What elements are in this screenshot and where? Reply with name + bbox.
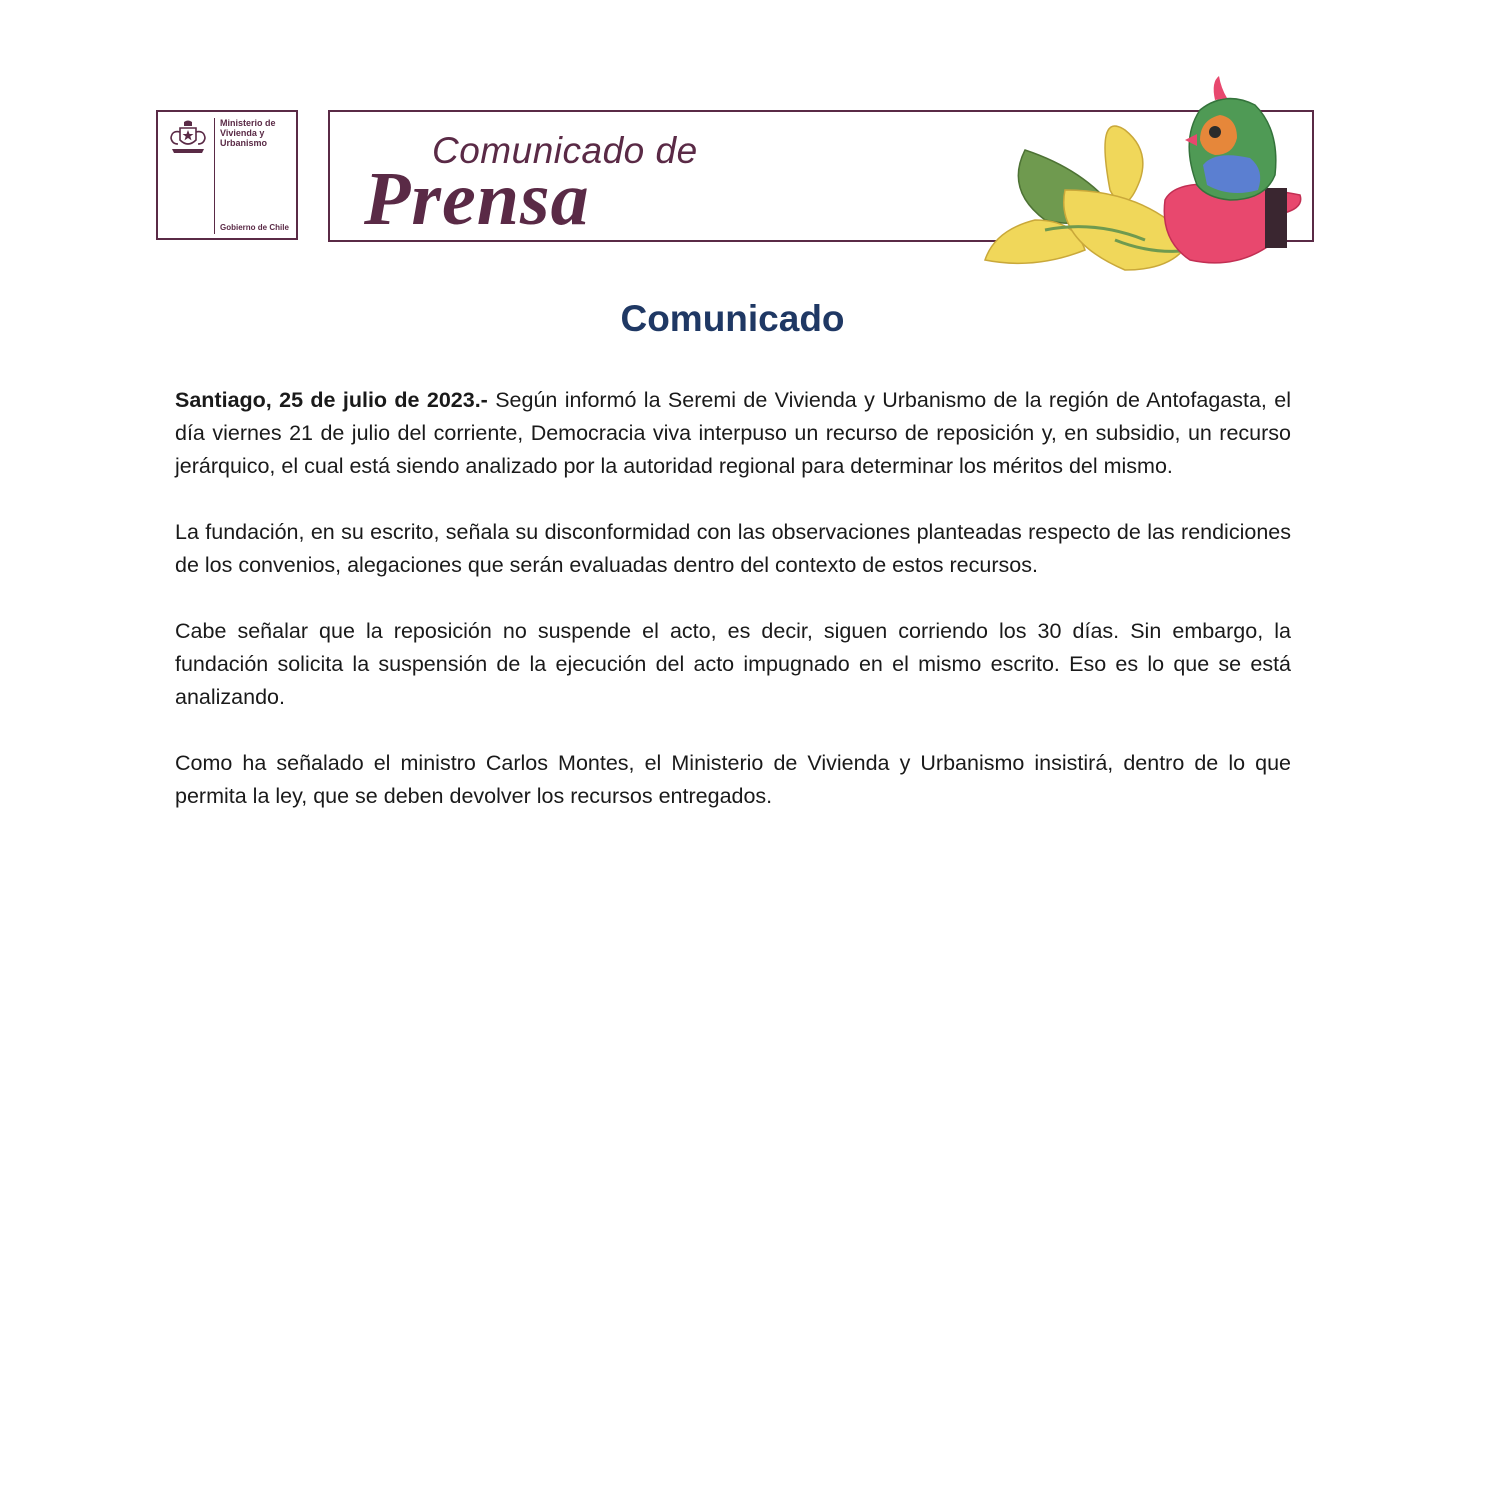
- bird-on-hand-with-leaves-icon: [975, 70, 1315, 280]
- banner-subtitle: Comunicado de: [432, 130, 698, 171]
- document-body: [175, 384, 1291, 846]
- ministry-logo: [156, 110, 298, 240]
- government-label: Gobierno de Chile: [220, 223, 289, 232]
- document-title: Comunicado: [620, 298, 845, 339]
- paragraph-4: Como ha señalado el ministro Carlos Montes, el Ministerio de Vivienda y Urbanismo insistirá, dentro de lo que permita la ley, que se deben devolver los recursos entregados.: [175, 751, 1291, 808]
- paragraph-3: Cabe señalar que la reposición no suspende el acto, es decir, siguen corriendo los 30 días. Sin embargo, la fundación solicita la suspensión de la ejecución del acto impugnado en el mismo escrito. Eso es lo que se está analizando.: [175, 619, 1291, 709]
- paragraph-1-text: Según informó la Seremi de Vivienda y Urbanismo de la región de Antofagasta, el día viernes 21 de julio del corriente, Democracia viva interpuso un recurso de reposición y, en subsidio, un recurso jerárquico, el cual está siendo analizado por la autoridad regional para determinar los méritos del mismo.: [175, 388, 1291, 478]
- press-release-header: [0, 0, 1500, 290]
- dateline: Santiago, 25 de julio de 2023.-: [175, 388, 488, 412]
- banner-title: Prensa: [364, 157, 590, 241]
- paragraph-2: La fundación, en su escrito, señala su disconformidad con las observaciones planteadas respecto de las rendiciones de los convenios, alegaciones que serán evaluadas dentro del contexto de estos recursos.: [175, 520, 1291, 577]
- ministry-name: Ministerio de Vivienda y Urbanismo: [220, 118, 276, 148]
- chile-coat-of-arms-icon: [166, 118, 210, 158]
- paragraph-1: [175, 384, 1291, 483]
- logo-divider: [214, 118, 215, 234]
